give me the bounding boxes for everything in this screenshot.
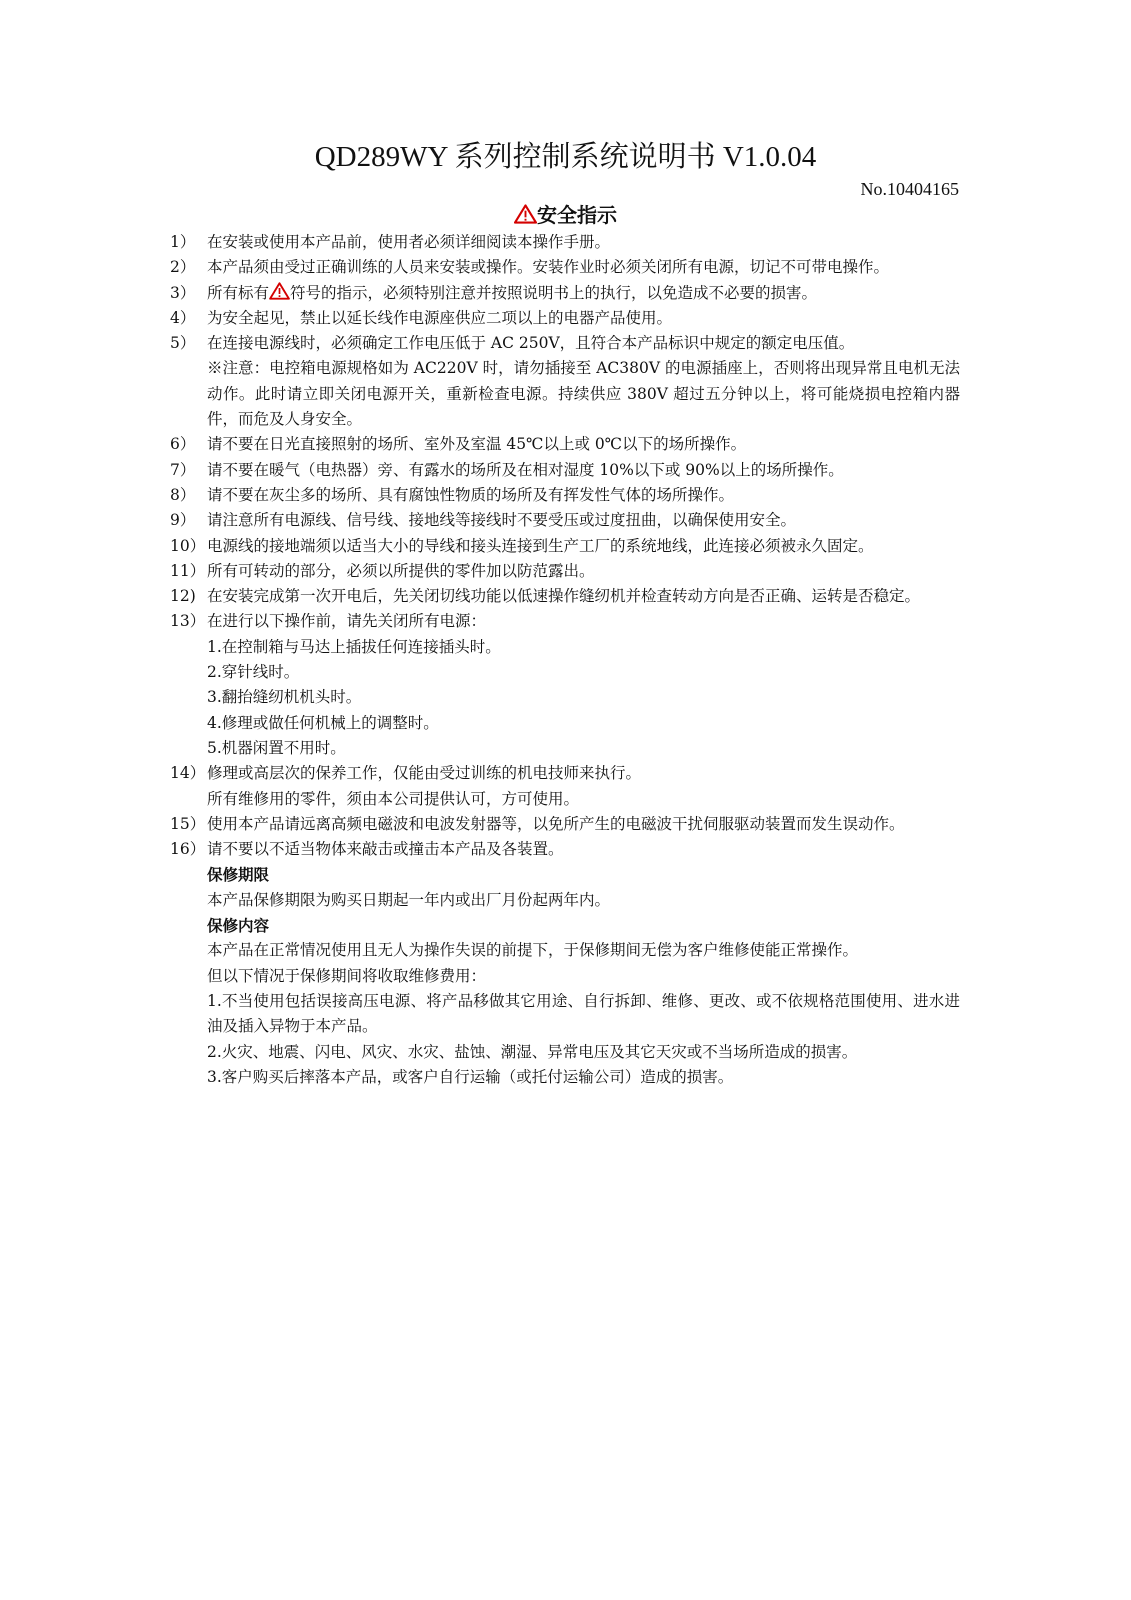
item-number: 9） — [170, 511, 196, 530]
item-text: 修理或高层次的保养工作，仅能由受过训练的机电技师来执行。 — [207, 764, 642, 783]
sub-item: 3.翻抬缝纫机机头时。 — [207, 688, 362, 707]
warranty-period-heading: 保修期限 — [207, 865, 270, 885]
sub-item: 1.在控制箱与马达上插拔任何连接插头时。 — [207, 637, 501, 656]
item-text: 在安装或使用本产品前，使用者必须详细阅读本操作手册。 — [207, 233, 611, 251]
item-text: 请不要以不适当物体来敲击或撞击本产品及各装置。 — [207, 840, 564, 859]
item-number: 15） — [170, 814, 206, 833]
warning-triangle-icon — [269, 282, 290, 300]
sub-item: 2.穿针线时。 — [207, 663, 300, 682]
list-item — [170, 483, 960, 508]
list-item — [170, 812, 960, 837]
item-text: 请不要在灰尘多的场所、具有腐蚀性物质的场所及有挥发性气体的场所操作。 — [207, 485, 735, 504]
section-heading — [0, 201, 1131, 229]
warranty-charge-item: 3.客户购买后摔落本产品，或客户自行运输（或托付运输公司）造成的损害。 — [207, 1067, 734, 1086]
list-item — [170, 609, 960, 634]
item-number: 13） — [170, 612, 206, 631]
item-number: 11） — [170, 561, 206, 580]
item-text: 电源线的接地端须以适当大小的导线和接头连接到生产工厂的系统地线，此连接必须被永久固定。 — [207, 536, 874, 555]
list-item — [170, 281, 960, 306]
list-item — [170, 458, 960, 483]
list-item — [170, 230, 960, 255]
item-number: 2） — [170, 258, 196, 277]
item-text-before-icon: 所有标有 — [207, 283, 270, 302]
voltage-note: ※注意：电控箱电源规格如为 AC220V 时，请勿插接至 AC380V 的电源插座上，否则将出现异常且电机无法动作。此时请立即关闭电源开关，重新检查电源。持续供应 380V 超过五分钟以上，将可能烧损电控箱内器件，而危及人身安全。 — [207, 359, 960, 429]
safety-instructions-list — [170, 230, 960, 1090]
item-text: 在安装完成第一次开电后，先关闭切线功能以低速操作缝纫机并检查转动方向是否正确、运转是否稳定。 — [207, 587, 921, 606]
item-text: 在进行以下操作前，请先关闭所有电源： — [207, 612, 487, 631]
item-number: 12) — [170, 587, 196, 606]
list-item — [170, 584, 960, 609]
item-text: 使用本产品请远离高频电磁波和电波发射器等，以免所产生的电磁波干扰伺服驱动装置而发生误动作。 — [207, 814, 905, 833]
list-item — [170, 432, 960, 457]
item-number: 4） — [170, 308, 196, 327]
list-item — [170, 559, 960, 584]
item-text — [207, 281, 960, 306]
item-text: 本产品须由受过正确训练的人员来安装或操作。安装作业时必须关闭所有电源，切记不可带电操作。 — [207, 258, 890, 277]
item-number: 8） — [170, 485, 196, 504]
list-item — [170, 534, 960, 559]
list-item — [170, 331, 960, 356]
warranty-charge-item: 1.不当使用包括误接高压电源、将产品移做其它用途、自行拆卸、维修、更改、或不依规格范围使用、进水进油及插入异物于本产品。 — [207, 991, 960, 1036]
list-item — [170, 761, 960, 786]
document-title: QD289WY 系列控制系统说明书 V1.0.04 — [314, 141, 817, 173]
warranty-content-heading: 保修内容 — [207, 916, 270, 936]
list-item — [170, 837, 960, 862]
item-text-after-icon: 符号的指示，必须特别注意并按照说明书上的执行，以免造成不必要的损害。 — [290, 283, 818, 302]
warranty-charge-item: 2.火灾、地震、闪电、风灾、水灾、盐蚀、潮湿、异常电压及其它天灾或不当场所造成的损害。 — [207, 1042, 858, 1061]
item-text: 为安全起见，禁止以延长线作电源座供应二项以上的电器产品使用。 — [207, 308, 673, 327]
item-number: 16） — [170, 840, 206, 859]
list-item — [170, 306, 960, 331]
list-item — [170, 508, 960, 533]
item-text: 请不要在暖气（电热器）旁、有露水的场所及在相对湿度 10%以下或 90%以上的场所操作。 — [207, 460, 844, 479]
document-number: No.10404165 — [860, 179, 959, 199]
warning-triangle-icon — [514, 204, 537, 224]
warranty-period-text: 本产品保修期限为购买日期起一年内或出厂月份起两年内。 — [207, 890, 611, 909]
item-number: 3） — [170, 283, 196, 302]
item-text: 所有可转动的部分，必须以所提供的零件加以防范露出。 — [207, 561, 595, 580]
warranty-content-text: 本产品在正常情况使用且无人为操作失误的前提下，于保修期间无偿为客户维修使能正常操作。 — [207, 941, 859, 960]
sub-item: 4.修理或做任何机械上的调整时。 — [207, 713, 439, 732]
item-text: 请注意所有电源线、信号线、接地线等接线时不要受压或过度扭曲，以确保使用安全。 — [207, 511, 797, 530]
item-number: 7） — [170, 460, 196, 479]
item-number: 5） — [170, 334, 196, 353]
item-text: 在连接电源线时，必须确定工作电压低于 AC 250V，且符合本产品标识中规定的额定电压值。 — [207, 334, 855, 353]
item-number: 1） — [170, 233, 196, 251]
section-heading-label: 安全指示 — [537, 203, 617, 227]
sub-item: 所有维修用的零件，须由本公司提供认可，方可使用。 — [207, 789, 580, 808]
item-text: 请不要在日光直接照射的场所、室外及室温 45℃以上或 0℃以下的场所操作。 — [207, 435, 747, 454]
list-item — [170, 255, 960, 280]
item-number: 14） — [170, 764, 206, 783]
sub-item: 5.机器闲置不用时。 — [207, 738, 346, 757]
warranty-charge-intro: 但以下情况于保修期间将收取维修费用： — [207, 966, 487, 985]
item-number: 10） — [170, 536, 206, 555]
item-number: 6） — [170, 435, 196, 454]
